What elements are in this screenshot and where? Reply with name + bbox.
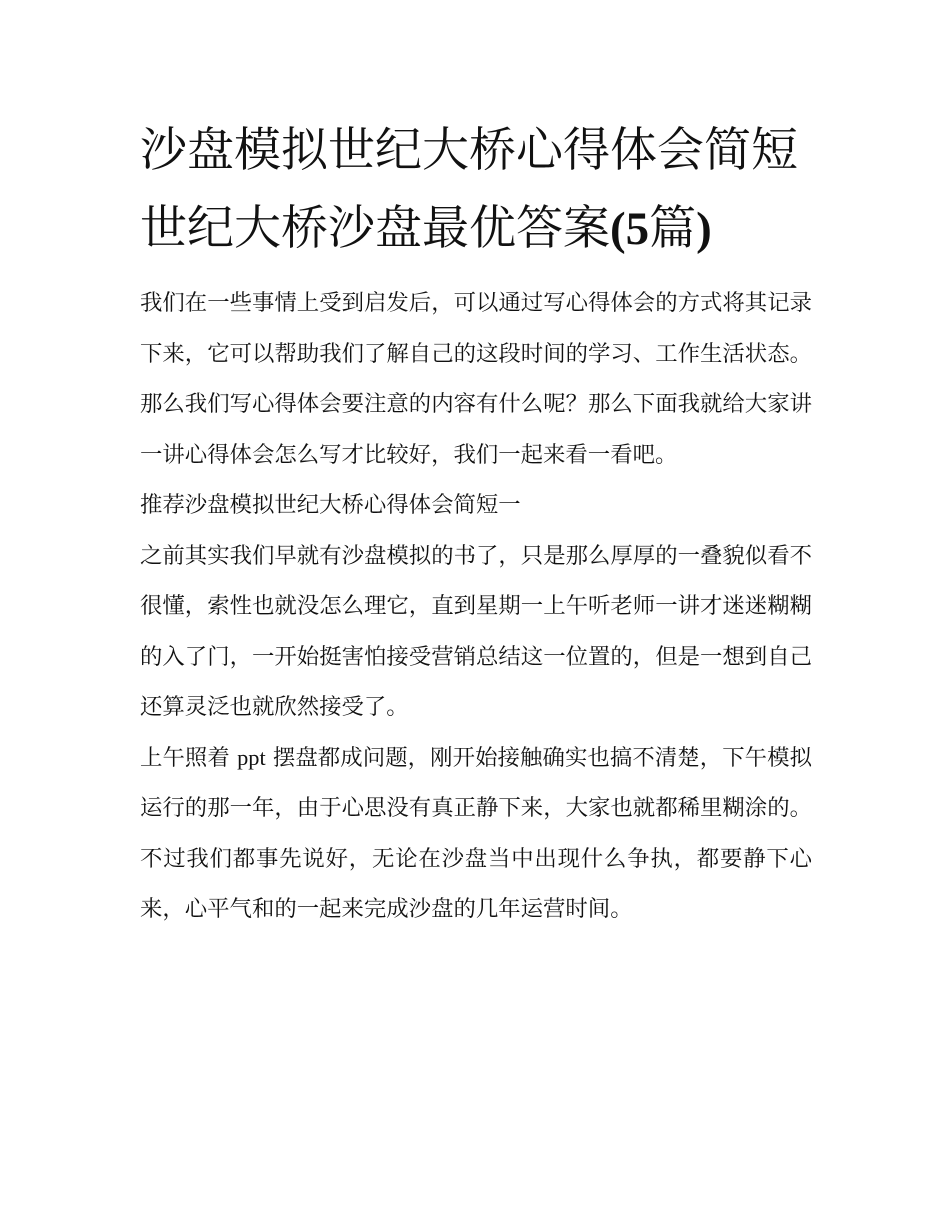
intro-paragraph: 我们在一些事情上受到启发后，可以通过写心得体会的方式将其记录下来，它可以帮助我们了解自己的这段时间的学习、工作生活状态。那么我们写心得体会要注意的内容有什么呢？那么下面我就给大家讲一讲心得体会怎么写才比较好，我们一起来看一看吧。 — [140, 290, 812, 468]
document-title — [140, 112, 812, 268]
paragraph-2-rest: 摆盘都成问题，刚开始接触确实也搞不清楚，下午模拟运行的那一年，由于心思没有真正静下来，大家也就都稀里糊涂的。不过我们都事先说好，无论在沙盘当中出现什么争执，都要静下心来，心平气和的一起来完成沙盘的几年运营时间。 — [140, 744, 812, 922]
paragraph-2-ppt: ppt — [237, 744, 266, 770]
section-heading: 推荐沙盘模拟世纪大桥心得体会简短一 — [140, 492, 521, 518]
title-close-paren: ) — [696, 203, 712, 255]
body-paragraph-2 — [140, 733, 812, 935]
title-unit: 篇 — [649, 201, 697, 256]
body-paragraph-1: 之前其实我们早就有沙盘模拟的书了，只是那么厚厚的一叠貌似看不很懂，索性也就没怎么理它，直到星期一上午听老师一讲才迷迷糊糊的入了门，一开始挺害怕接受营销总结这一位置的，但是一想到自己还算灵泛也就欣然接受了。 — [140, 542, 812, 720]
title-count: (5 — [610, 203, 650, 255]
paragraph-2-lead: 上午照着 — [140, 744, 238, 771]
document-content — [140, 112, 812, 935]
title-text: 沙盘模拟世纪大桥心得体会简短 世纪大桥沙盘最优答案 — [140, 123, 798, 256]
